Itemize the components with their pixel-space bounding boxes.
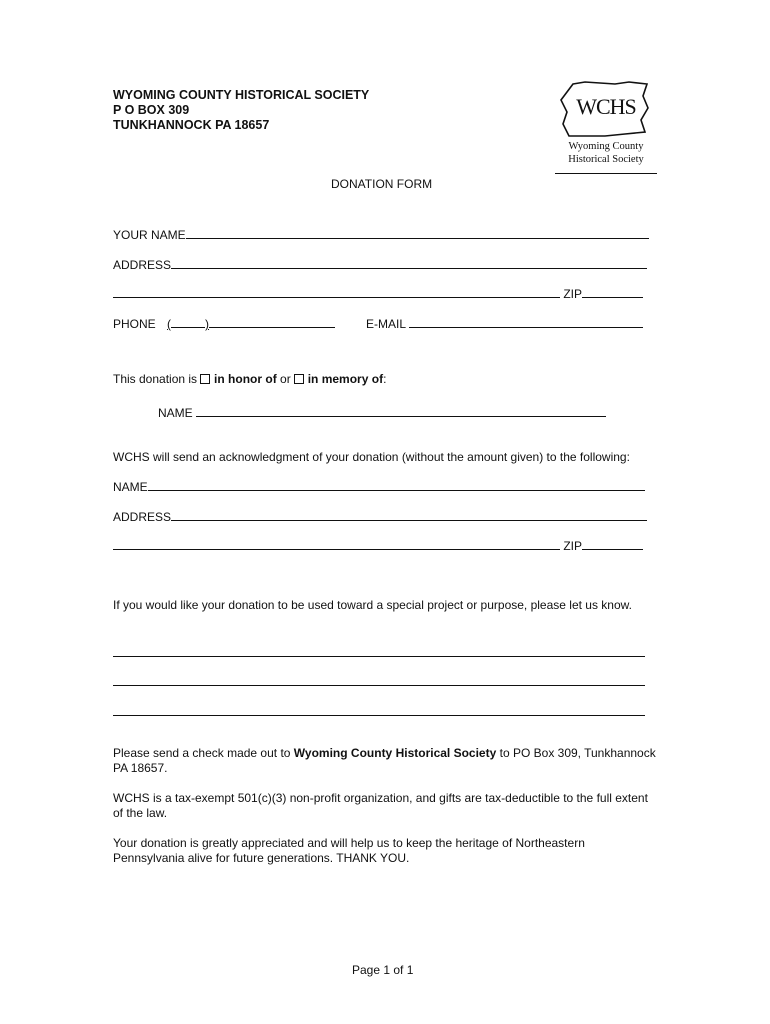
ack-address-row xyxy=(113,509,647,524)
special-project-prompt: If you would like your donation to be used toward a special project or purpose, please let us know. xyxy=(113,598,632,612)
ack-statement: WCHS will send an acknowledgment of your donation (without the amount given) to the following: xyxy=(113,450,630,464)
check-instructions-post: to PO Box 309, Tunkhannock PA 18657. xyxy=(113,746,656,775)
thank-you-statement: Your donation is greatly appreciated and will help us to keep the heritage of Northeastern Pennsylvania alive for future generations. THANK YOU. xyxy=(113,836,585,865)
phone-row xyxy=(113,316,335,331)
honoree-name-row xyxy=(158,405,606,420)
honoree-name-field[interactable] xyxy=(196,405,606,417)
memory-checkbox[interactable] xyxy=(294,374,304,384)
ack-name-row xyxy=(113,479,645,494)
phone-area-field[interactable] xyxy=(171,316,205,328)
ack-zip-field[interactable] xyxy=(582,538,643,550)
honor-checkbox[interactable] xyxy=(200,374,210,384)
org-city: TUNKHANNOCK PA 18657 xyxy=(113,118,270,132)
honor-row xyxy=(113,372,386,386)
honor-colon: : xyxy=(383,372,387,386)
address-field[interactable] xyxy=(171,257,647,269)
memory-option-label: in memory of xyxy=(307,372,384,386)
special-project-line-1[interactable] xyxy=(113,656,645,657)
ack-address-line2-row xyxy=(113,538,643,553)
check-instructions-pre: Please send a check made out to xyxy=(113,746,291,760)
phone-area-close: ) xyxy=(205,317,210,331)
address-line2-row xyxy=(113,286,643,301)
org-name: WYOMING COUNTY HISTORICAL SOCIETY xyxy=(113,88,370,102)
your-name-field[interactable] xyxy=(186,227,649,239)
your-name-row xyxy=(113,227,649,242)
form-title: DONATION FORM xyxy=(331,177,433,191)
ack-name-field[interactable] xyxy=(148,479,645,491)
honor-option-label: in honor of xyxy=(214,372,277,386)
org-po-box: P O BOX 309 xyxy=(113,103,190,117)
zip-field[interactable] xyxy=(582,286,643,298)
phone-number-field[interactable] xyxy=(209,316,335,328)
address-row xyxy=(113,257,647,272)
email-label: E-MAIL xyxy=(366,317,406,331)
ack-address-field[interactable] xyxy=(171,509,647,521)
page-number: Page 1 of 1 xyxy=(352,963,414,977)
check-payee: Wyoming County Historical Society xyxy=(293,746,497,760)
logo-underline xyxy=(555,173,657,174)
honor-or: or xyxy=(280,372,291,386)
honor-intro: This donation is xyxy=(113,372,198,386)
address-label: ADDRESS xyxy=(113,258,172,272)
ack-address-label: ADDRESS xyxy=(113,510,172,524)
logo-mark: WCHS xyxy=(576,94,636,119)
email-field[interactable] xyxy=(409,316,643,328)
tax-statement: WCHS is a tax-exempt 501(c)(3) non-profit organization, and gifts are tax-deductible to the full extent of the law. xyxy=(113,791,648,820)
zip-label: ZIP xyxy=(563,287,583,301)
logo-caption-line2: Historical Society xyxy=(568,154,644,165)
phone-area-open: ( xyxy=(167,317,172,331)
phone-label: PHONE xyxy=(113,317,156,331)
wchs-logo xyxy=(555,78,657,176)
honoree-name-label: NAME xyxy=(158,406,193,420)
address-line2-field[interactable] xyxy=(113,286,560,298)
ack-name-label: NAME xyxy=(113,480,148,494)
email-row xyxy=(366,316,643,331)
special-project-line-2[interactable] xyxy=(113,685,645,686)
logo-caption-line1: Wyoming County xyxy=(568,141,644,152)
check-instructions xyxy=(113,746,658,776)
your-name-label: YOUR NAME xyxy=(113,228,186,242)
ack-zip-label: ZIP xyxy=(563,539,583,553)
ack-address-line2-field[interactable] xyxy=(113,538,560,550)
special-project-line-3[interactable] xyxy=(113,715,645,716)
